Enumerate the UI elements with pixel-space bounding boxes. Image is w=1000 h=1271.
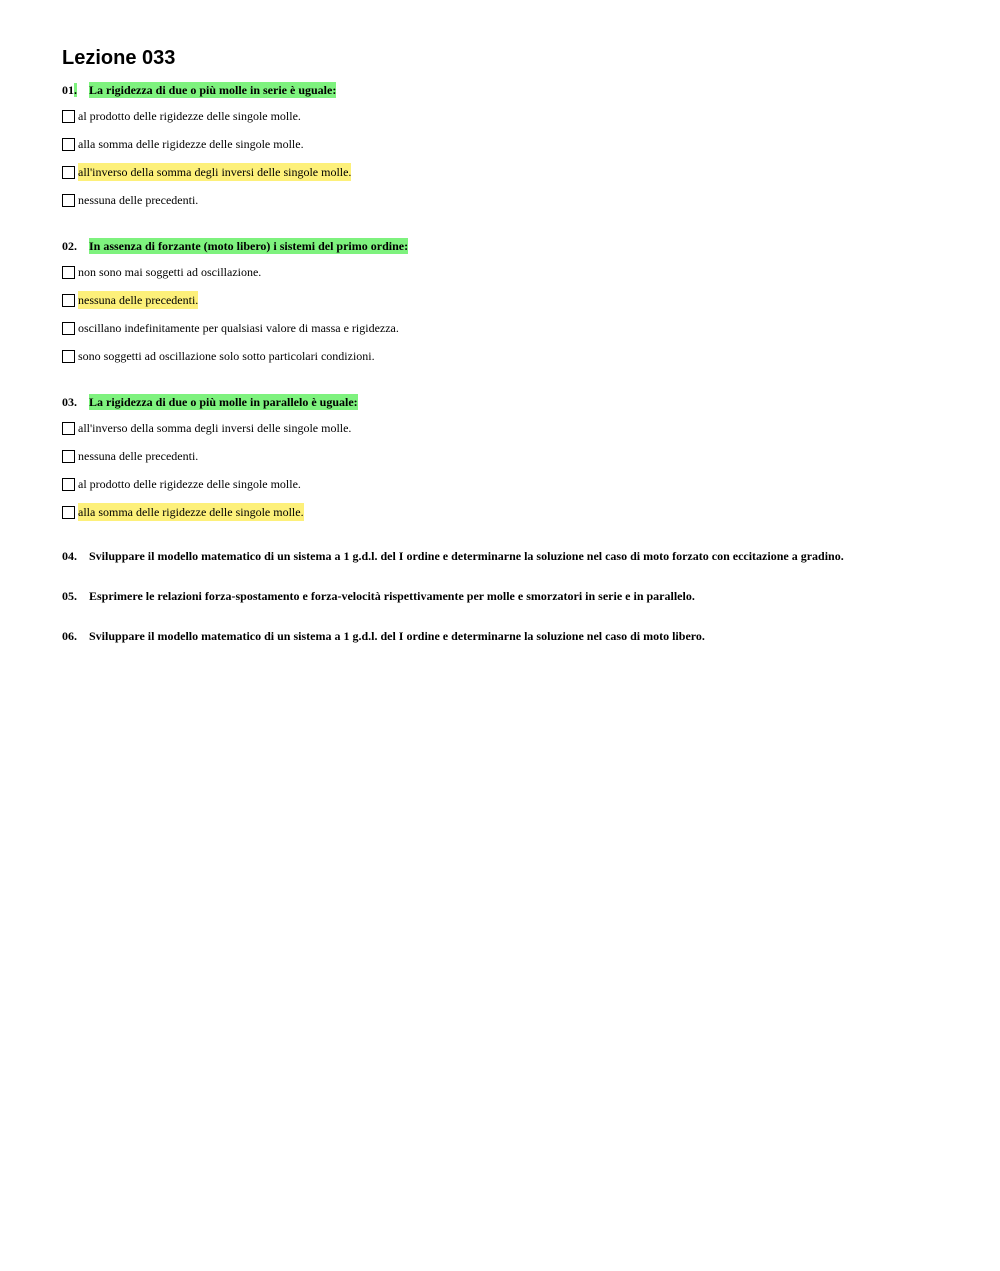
- question-header: [62, 82, 962, 98]
- question-separator: .: [74, 239, 77, 253]
- answer-option-correct: [62, 498, 962, 526]
- answer-text-highlighted: alla somma delle rigidezze delle singole molle.: [78, 505, 304, 519]
- answer-option: [62, 314, 962, 342]
- answer-checkbox[interactable]: [62, 422, 75, 435]
- answer-text-highlighted: nessuna delle precedenti.: [78, 293, 199, 307]
- answer-text: al prodotto delle rigidezze delle singole molle.: [78, 109, 301, 123]
- answer-text: alla somma delle rigidezze delle singole molle.: [78, 137, 304, 151]
- answer-checkbox[interactable]: [62, 194, 75, 207]
- question-06: [62, 628, 962, 646]
- question-separator: .: [74, 589, 77, 603]
- page-title: Lezione 033: [62, 47, 176, 69]
- question-header: [62, 628, 962, 646]
- question-header: [62, 588, 962, 606]
- question-number: 04: [62, 549, 74, 563]
- question-number: 03: [62, 395, 74, 409]
- question-text: Sviluppare il modello matematico di un sistema a 1 g.d.l. del I ordine e determinarne la soluzione nel caso di moto libero.: [89, 629, 705, 643]
- question-number: 06: [62, 629, 74, 643]
- answer-text: all'inverso della somma degli inversi delle singole molle.: [78, 421, 352, 435]
- answer-text-highlighted: all'inverso della somma degli inversi delle singole molle.: [78, 165, 352, 179]
- answer-option: [62, 102, 962, 130]
- answer-text: nessuna delle precedenti.: [78, 193, 199, 207]
- question-separator: .: [74, 629, 77, 643]
- question-01: [62, 82, 962, 214]
- answer-option: [62, 130, 962, 158]
- question-separator: .: [74, 549, 77, 563]
- question-number: 02: [62, 239, 74, 253]
- answer-checkbox[interactable]: [62, 138, 75, 151]
- answer-checkbox[interactable]: [62, 506, 75, 519]
- question-header: [62, 238, 962, 254]
- question-05: [62, 588, 962, 606]
- question-text: La rigidezza di due o più molle in serie è uguale:: [89, 83, 337, 97]
- question-number: 05: [62, 589, 74, 603]
- question-separator: .: [74, 395, 77, 409]
- question-02: [62, 238, 962, 370]
- answer-checkbox[interactable]: [62, 166, 75, 179]
- document-page: [62, 46, 962, 646]
- answer-checkbox[interactable]: [62, 478, 75, 491]
- question-04: [62, 548, 962, 566]
- answer-option: [62, 470, 962, 498]
- answer-checkbox[interactable]: [62, 350, 75, 363]
- answer-option-correct: [62, 286, 962, 314]
- answer-option: [62, 442, 962, 470]
- answer-text: non sono mai soggetti ad oscillazione.: [78, 265, 262, 279]
- question-03: [62, 394, 962, 526]
- answer-option: [62, 258, 962, 286]
- answer-option: [62, 414, 962, 442]
- answer-text: al prodotto delle rigidezze delle singole molle.: [78, 477, 301, 491]
- answer-text: sono soggetti ad oscillazione solo sotto particolari condizioni.: [78, 349, 375, 363]
- answer-option: [62, 186, 962, 214]
- answer-checkbox[interactable]: [62, 450, 75, 463]
- question-number: 01: [62, 83, 74, 97]
- question-text: Esprimere le relazioni forza-spostamento e forza-velocità rispettivamente per molle e smorzatori in serie e in parallelo.: [89, 589, 695, 603]
- question-text: In assenza di forzante (moto libero) i sistemi del primo ordine:: [89, 239, 409, 253]
- answer-option: [62, 342, 962, 370]
- question-header: [62, 394, 962, 410]
- answer-text: oscillano indefinitamente per qualsiasi valore di massa e rigidezza.: [78, 321, 399, 335]
- question-text: Sviluppare il modello matematico di un sistema a 1 g.d.l. del I ordine e determinarne la soluzione nel caso di moto forzato con eccitazione a gradino.: [89, 549, 844, 563]
- answer-checkbox[interactable]: [62, 110, 75, 123]
- answer-text: nessuna delle precedenti.: [78, 449, 199, 463]
- answer-checkbox[interactable]: [62, 266, 75, 279]
- question-separator: .: [74, 83, 77, 97]
- answer-option-correct: [62, 158, 962, 186]
- question-text: La rigidezza di due o più molle in parallelo è uguale:: [89, 395, 358, 409]
- question-header: [62, 548, 962, 566]
- answer-checkbox[interactable]: [62, 294, 75, 307]
- answer-checkbox[interactable]: [62, 322, 75, 335]
